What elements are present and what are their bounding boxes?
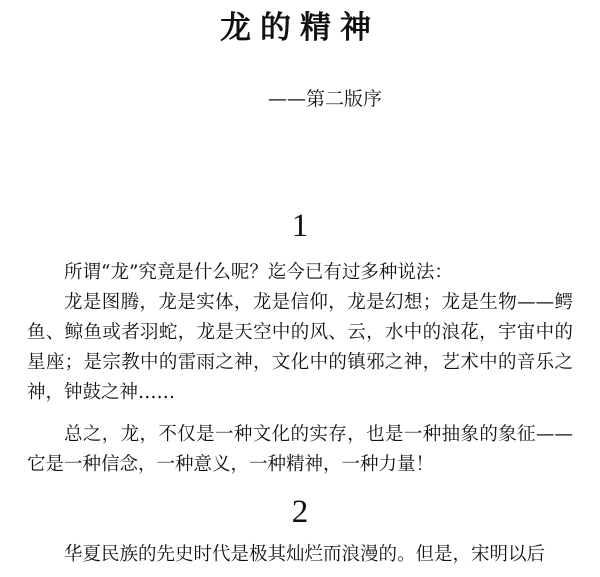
paragraph: 华夏民族的先史时代是极其灿烂而浪漫的。但是，宋明以后 (64, 544, 546, 565)
paragraph: 总之，龙，不仅是一种文化的实存，也是一种抽象的象征——它是一种信念，一种意义，一种精神，一种力量！ (27, 424, 573, 475)
page-title: 龙的精神 (220, 10, 380, 46)
section-number: 1 (291, 208, 309, 244)
section-number: 2 (291, 494, 309, 530)
paragraph: 所谓“龙”究竟是什么呢？迄今已有过多种说法： (64, 262, 453, 283)
paragraph: 龙是图腾，龙是实体，龙是信仰，龙是幻想；龙是生物——鳄鱼、鲸鱼或者羽蛇，龙是天空中的风、云，水中的浪花，宇宙中的星座；是宗教中的雷雨之神，文化中的镇邪之神，艺术中的音乐之神，钟鼓之神…… (27, 292, 573, 403)
page-subtitle: ——第二版序 (267, 88, 382, 110)
